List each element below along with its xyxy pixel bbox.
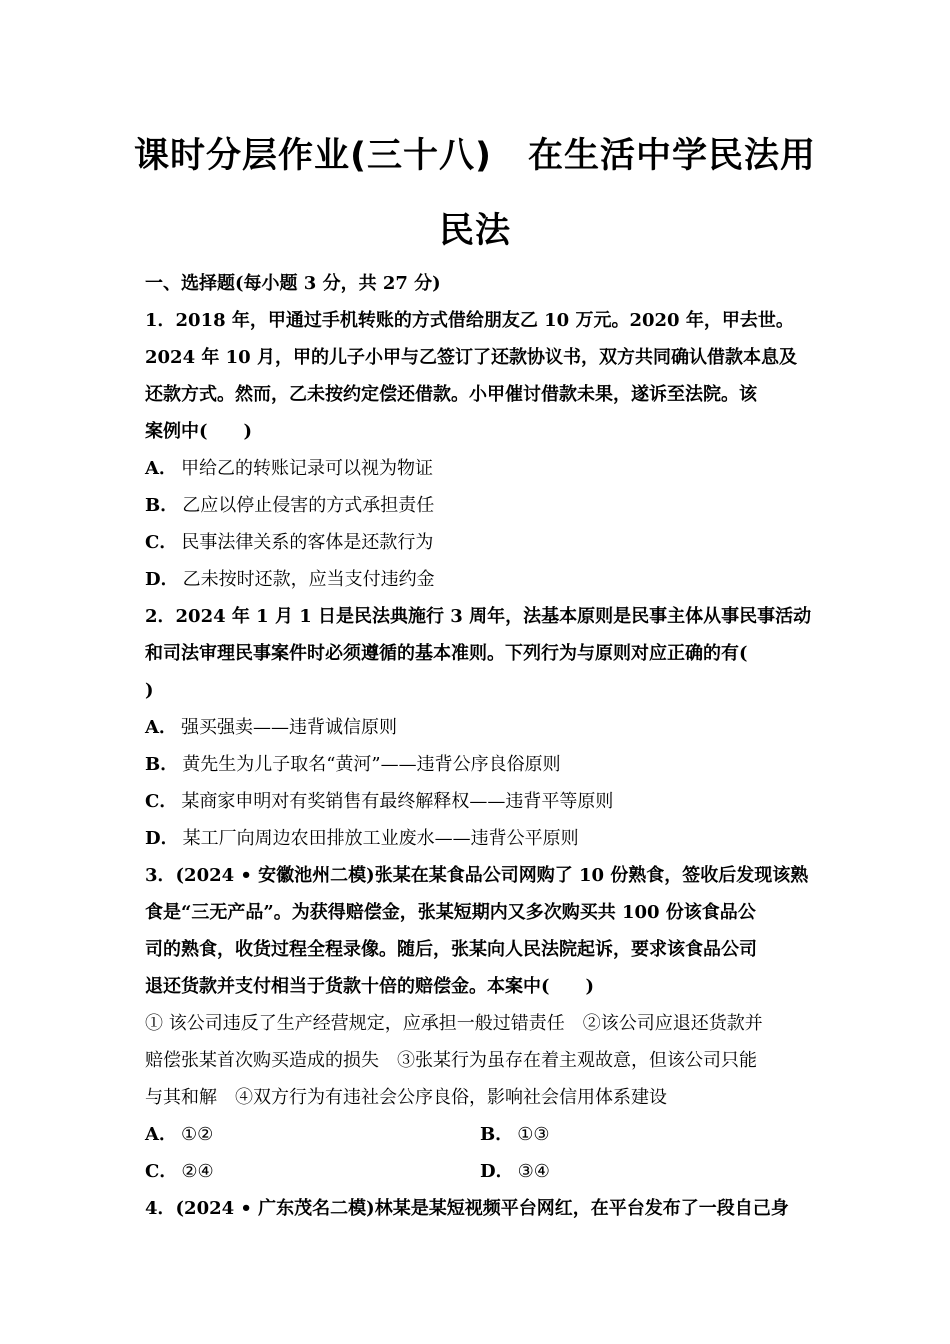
document-body — [145, 265, 815, 1227]
option-key: D． — [145, 569, 179, 590]
question-2-line — [145, 598, 815, 635]
option-row — [145, 820, 815, 857]
question-text: 2024 年 1 月 1 日是民法典施行 3 周年，法基本原则是民事主体从事民事活动 — [175, 606, 812, 627]
option-row — [145, 709, 815, 746]
option-key: C． — [145, 532, 178, 553]
question-2-line: ) — [145, 680, 154, 701]
question-source: (2024 • 安徽池州二模) — [175, 865, 375, 886]
option-row — [145, 783, 815, 820]
option-row — [145, 450, 815, 487]
section-heading: 一、选择题(每小题 3 分，共 27 分) — [145, 273, 441, 294]
option-pair-row — [145, 1153, 815, 1190]
option-text: ①③ — [517, 1124, 550, 1145]
option-text: ③④ — [517, 1161, 550, 1182]
option-row — [145, 487, 815, 524]
question-3-line: 司的熟食，收货过程全程录像。随后，张某向人民法院起诉，要求该食品公司 — [145, 939, 757, 960]
option-key: D． — [480, 1161, 514, 1182]
question-number: 3． — [145, 865, 176, 886]
option-row — [145, 1153, 480, 1190]
option-pair-row — [145, 1116, 815, 1153]
page-title-line-2: 民法 — [438, 211, 511, 251]
option-key: A． — [145, 1124, 177, 1145]
option-text: 强买强卖——违背诚信原则 — [180, 717, 397, 738]
question-number: 4． — [145, 1198, 176, 1219]
question-3-line: 退还货款并支付相当于货款十倍的赔偿金。本案中( ) — [145, 976, 595, 997]
question-number: 1． — [145, 310, 176, 331]
option-text: 乙未按时还款，应当支付违约金 — [182, 569, 435, 590]
statement-line: 与其和解 ④双方行为有违社会公序良俗，影响社会信用体系建设 — [145, 1087, 667, 1108]
option-key: B． — [145, 495, 179, 516]
question-1-line — [145, 302, 815, 339]
statement-line: ① 该公司违反了生产经营规定，应承担一般过错责任 ②该公司应退还货款并 — [145, 1013, 763, 1034]
option-text: 乙应以停止侵害的方式承担责任 — [182, 495, 435, 516]
option-text: 某工厂向周边农田排放工业废水——违背公平原则 — [182, 828, 579, 849]
statement-line: 赔偿张某首次购买造成的损失 ③张某行为虽存在着主观故意，但该公司只能 — [145, 1050, 757, 1071]
question-1-line: 还款方式。然而，乙未按约定偿还借款。小甲催讨借款未果，遂诉至法院。该 — [145, 384, 757, 405]
option-key: A． — [145, 717, 177, 738]
question-3-line — [145, 857, 815, 894]
option-key: C． — [145, 791, 178, 812]
question-1-line: 2024 年 10 月，甲的儿子小甲与乙签订了还款协议书，双方共同确认借款本息及 — [145, 347, 797, 368]
option-key: D． — [145, 828, 179, 849]
question-1-line: 案例中( ) — [145, 421, 253, 442]
option-key: B． — [480, 1124, 514, 1145]
option-key: C． — [145, 1161, 178, 1182]
question-text: 张某在某食品公司网购了 10 份熟食，签收后发现该熟 — [374, 865, 809, 886]
option-text: 黄先生为儿子取名“黄河”——违背公序良俗原则 — [182, 754, 561, 775]
option-text: ①② — [180, 1124, 214, 1145]
question-number: 2． — [145, 606, 176, 627]
question-text: 林某是某短视频平台网红，在平台发布了一段自己身 — [374, 1198, 789, 1219]
option-row — [480, 1116, 815, 1153]
question-text: 2018 年，甲通过手机转账的方式借给朋友乙 10 万元。2020 年，甲去世。 — [175, 310, 794, 331]
option-key: B． — [145, 754, 179, 775]
question-source: (2024 • 广东茂名二模) — [175, 1198, 375, 1219]
option-row — [145, 1116, 480, 1153]
question-3-line: 食是“三无产品”。为获得赔偿金，张某短期内又多次购买共 100 份该食品公 — [145, 902, 756, 923]
option-text: 甲给乙的转账记录可以视为物证 — [180, 458, 433, 479]
option-text: 民事法律关系的客体是还款行为 — [181, 532, 434, 553]
question-2-line: 和司法审理民事案件时必须遵循的基本准则。下列行为与原则对应正确的有( — [145, 643, 748, 664]
question-4-line — [145, 1190, 815, 1227]
option-row — [145, 561, 815, 598]
option-row — [145, 524, 815, 561]
option-text: ②④ — [181, 1161, 214, 1182]
page-title-line-1: 课时分层作业(三十八) 在生活中学民法用 — [134, 136, 816, 176]
option-row — [145, 746, 815, 783]
option-key: A． — [145, 458, 177, 479]
option-text: 某商家申明对有奖销售有最终解释权——违背平等原则 — [181, 791, 614, 812]
option-row — [480, 1153, 815, 1190]
